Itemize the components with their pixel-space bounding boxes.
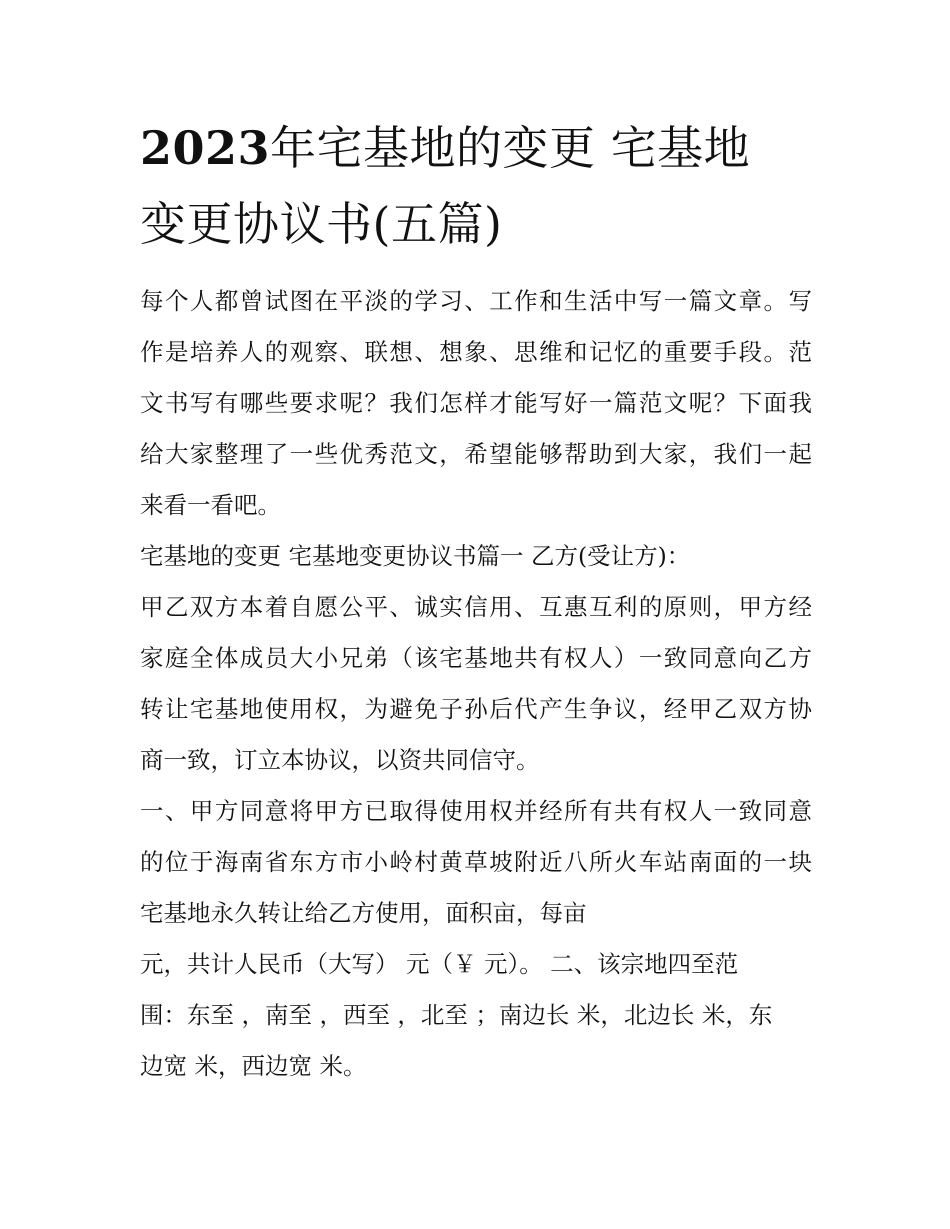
title-year: 2023 [140, 121, 271, 175]
text-line: 作是培养人的观察、联想、想象、思维和记忆的重要手段。范 [140, 338, 812, 366]
text-line: 的位于海南省东方市小岭村黄草坡附近八所火车站南面的一块 [140, 848, 812, 876]
document-title [140, 110, 812, 262]
text-line: 一、甲方同意将甲方已取得使用权并经所有共有权人一致同意 [140, 797, 812, 825]
text-line: 围：东至 ，南至 ，西至 ，北至 ；南边长 米，北边长 米，东 [140, 1001, 773, 1029]
text-line: 宅基地永久转让给乙方使用，面积亩，每亩 [140, 899, 587, 927]
document-body [140, 110, 812, 1092]
text-line: 家庭全体成员大小兄弟（该宅基地共有权人）一致同意向乙方 [140, 644, 812, 672]
text-line: 边宽 米，西边宽 米。 [140, 1052, 367, 1080]
text-line: 文书写有哪些要求呢？我们怎样才能写好一篇范文呢？下面我 [140, 389, 812, 417]
section-heading-paragraph [140, 531, 812, 582]
text-line: 每个人都曾试图在平淡的学习、工作和生活中写一篇文章。写 [140, 287, 812, 315]
text-line: 给大家整理了一些优秀范文，希望能够帮助到大家，我们一起 [140, 440, 812, 468]
text-line: 甲乙双方本着自愿公平、诚实信用、互惠互利的原则，甲方经 [140, 593, 812, 621]
title-line-1 [140, 110, 812, 186]
agreement-preamble-paragraph [140, 582, 812, 786]
text-line: 转让宅基地使用权，为避免子孙后代产生争议，经甲乙双方协 [140, 695, 812, 723]
title-line-1-text: 年宅基地的变更 宅基地 [270, 121, 751, 175]
text-line: 商一致，订立本协议，以资共同信守。 [140, 746, 540, 774]
title-line-2: 变更协议书(五篇) [140, 197, 503, 251]
intro-paragraph [140, 276, 812, 531]
text-line: 来看一看吧。 [140, 491, 281, 519]
text-line: 元，共计人民币（大写） 元（￥ 元）。 二、该宗地四至范 [140, 950, 739, 978]
clause-one-paragraph [140, 786, 812, 1092]
text-line: 宅基地的变更 宅基地变更协议书篇一 乙方(受让方)： [140, 542, 691, 570]
